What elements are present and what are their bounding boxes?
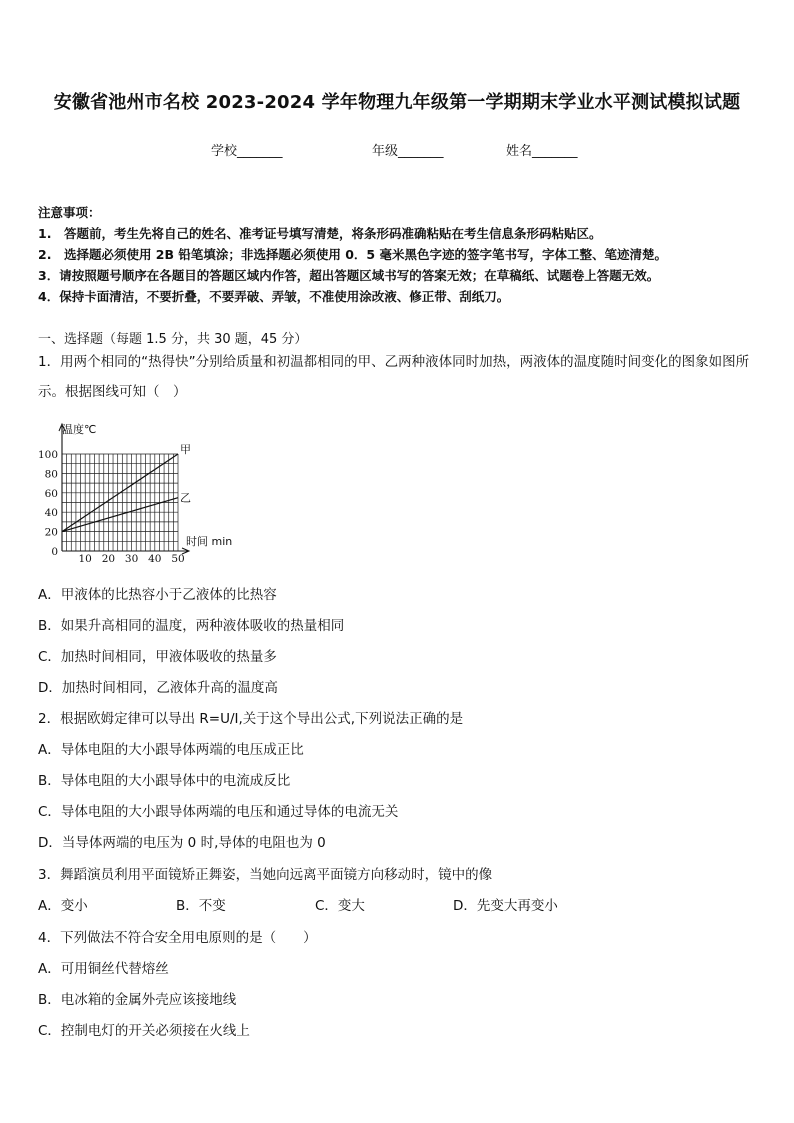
question-2-stem: 2．根据欧姆定律可以导出 R=U/I,关于这个导出公式,下列说法正确的是 bbox=[38, 711, 464, 727]
x-tick-label: 10 bbox=[78, 553, 92, 565]
y-tick-label: 80 bbox=[44, 468, 58, 481]
temperature-time-chart bbox=[36, 418, 256, 568]
series-label: 甲 bbox=[180, 443, 191, 456]
note-item: 3．请按照题号顺序在各题目的答题区域内作答，超出答题区域书写的答案无效；在草稿纸、试题卷上答题无效。 bbox=[38, 268, 660, 283]
grade-field[interactable]: 年级_______ bbox=[372, 144, 444, 159]
q3-option-d[interactable]: D．先变大再变小 bbox=[453, 898, 558, 914]
section-heading: 一、选择题（每题 1.5 分，共 30 题，45 分） bbox=[38, 332, 308, 347]
x-tick-label: 20 bbox=[101, 553, 116, 565]
x-tick-label: 30 bbox=[124, 553, 139, 565]
q1-option-b[interactable]: B．如果升高相同的温度，两种液体吸收的热量相同 bbox=[38, 618, 345, 634]
q2-option-c[interactable]: C．导体电阻的大小跟导体两端的电压和通过导体的电流无关 bbox=[38, 804, 399, 820]
q1-option-a[interactable]: A．甲液体的比热容小于乙液体的比热容 bbox=[38, 587, 277, 603]
y-axis-label: 温度℃ bbox=[62, 423, 97, 436]
x-tick-label: 40 bbox=[148, 553, 162, 565]
y-tick-label: 100 bbox=[37, 449, 58, 461]
note-item: 2. 选择题必须使用 2B 铅笔填涂；非选择题必须使用 0．5 毫米黑色字迹的签字笔书写，字体工整、笔迹清楚。 bbox=[38, 247, 667, 262]
y-tick-label: 40 bbox=[44, 507, 58, 520]
question-4-stem: 4．下列做法不符合安全用电原则的是（ ） bbox=[38, 930, 317, 946]
q1-option-c[interactable]: C．加热时间相同，甲液体吸收的热量多 bbox=[38, 649, 277, 665]
notes-heading: 注意事项： bbox=[38, 205, 101, 220]
x-axis-label: 时间 min bbox=[186, 535, 233, 548]
q3-option-a[interactable]: A．变小 bbox=[38, 898, 88, 914]
q1-option-d[interactable]: D．加热时间相同，乙液体升高的温度高 bbox=[38, 680, 278, 696]
question-3-stem: 3．舞蹈演员利用平面镜矫正舞姿，当她向远离平面镜方向移动时，镜中的像 bbox=[38, 867, 493, 883]
y-tick-label: 0 bbox=[51, 546, 58, 558]
series-label: 乙 bbox=[180, 491, 191, 505]
question-1-stem: 1．用两个相同的“热得快”分别给质量和初温都相同的甲、乙两种液体同时加热，两液体的温度随时间变化的图象如图所示。根据图线可知（ ） bbox=[38, 354, 750, 400]
name-field[interactable]: 姓名_______ bbox=[506, 144, 578, 159]
y-tick-label: 60 bbox=[44, 487, 58, 500]
y-tick-label: 20 bbox=[44, 526, 58, 539]
q3-option-c[interactable]: C．变大 bbox=[315, 898, 365, 914]
note-item: 4．保持卡面清洁，不要折叠，不要弄破、弄皱，不准使用涂改液、修正带、刮纸刀。 bbox=[38, 289, 510, 304]
x-tick-label: 50 bbox=[171, 553, 185, 565]
q2-option-b[interactable]: B．导体电阻的大小跟导体中的电流成反比 bbox=[38, 773, 291, 789]
exam-title: 安徽省池州市名校 2023-2024 学年物理九年级第一学期期末学业水平测试模拟试题 bbox=[53, 92, 741, 113]
q2-option-d[interactable]: D．当导体两端的电压为 0 时,导体的电阻也为 0 bbox=[38, 835, 326, 851]
q3-option-b[interactable]: B．不变 bbox=[176, 898, 226, 914]
q4-option-a[interactable]: A．可用铜丝代替熔丝 bbox=[38, 961, 169, 977]
q4-option-c[interactable]: C．控制电灯的开关必须接在火线上 bbox=[38, 1023, 250, 1039]
note-item: 1. 答题前，考生先将自己的姓名、准考证号填写清楚，将条形码准确粘贴在考生信息条形码粘贴区。 bbox=[38, 226, 602, 241]
q2-option-a[interactable]: A．导体电阻的大小跟导体两端的电压成正比 bbox=[38, 742, 304, 758]
school-field[interactable]: 学校_______ bbox=[211, 144, 283, 159]
q4-option-b[interactable]: B．电冰箱的金属外壳应该接地线 bbox=[38, 992, 237, 1008]
